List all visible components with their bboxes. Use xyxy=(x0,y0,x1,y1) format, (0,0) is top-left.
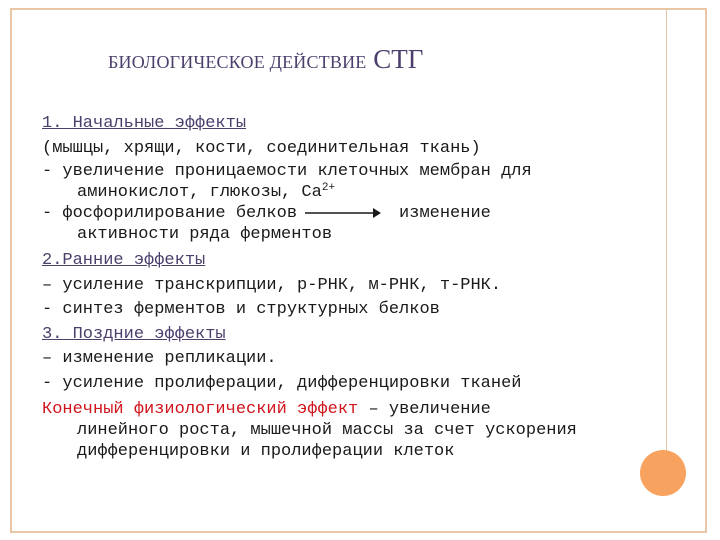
section3-item1: – изменение репликации. xyxy=(42,349,277,368)
section3-item2: - усиление пролиферации, дифференцировки тканей xyxy=(42,373,522,393)
section1-item2-line2: активности ряда ферментов xyxy=(77,225,333,244)
section1-heading: 1. Начальные эффекты xyxy=(42,114,247,133)
section1-targets: (мышцы, хрящи, кости, соединительная ткань) xyxy=(42,138,481,158)
section2-item2: - синтез ферментов и структурных белков xyxy=(42,300,440,319)
section2-heading: 2.Ранние эффекты xyxy=(42,251,206,270)
title-part1: БИОЛОГИЧЕСКОЕ ДЕЙСТВИЕ xyxy=(108,52,367,72)
slide-title xyxy=(108,44,423,75)
calcium-charge-superscript: 2+ xyxy=(321,182,336,194)
final-effect-line1-rest: – увеличение xyxy=(358,400,491,419)
section3-heading: 3. Поздние эффекты xyxy=(42,324,226,344)
final-effect-line2: линейного роста, мышечной массы за счет ускорения xyxy=(77,421,577,440)
section2-item1: – усиление транскрипции, р-РНК, м-РНК, т-РНК. xyxy=(42,275,502,295)
title-part2: СТГ xyxy=(366,44,424,74)
section1-item2-text-a: - фосфорилирование белков xyxy=(42,204,298,223)
section1-item1-line2-text: аминокислот, глюкозы, Ca xyxy=(77,183,322,202)
decorative-vertical-line xyxy=(666,8,667,473)
final-effect-line3: дифференцировки и пролиферации клеток xyxy=(77,442,455,461)
section1-item1-line2 xyxy=(42,182,662,203)
section1-item2-line1 xyxy=(42,203,662,224)
right-arrow-icon xyxy=(305,207,381,219)
final-effect-label: Конечный физиологический эффект xyxy=(42,400,359,419)
slide-content xyxy=(42,112,662,462)
section1-item1-line1: - увеличение проницаемости клеточных мембран для xyxy=(42,162,532,181)
section1-item2-text-b: изменение xyxy=(399,204,491,223)
final-effect-line1 xyxy=(42,399,662,420)
